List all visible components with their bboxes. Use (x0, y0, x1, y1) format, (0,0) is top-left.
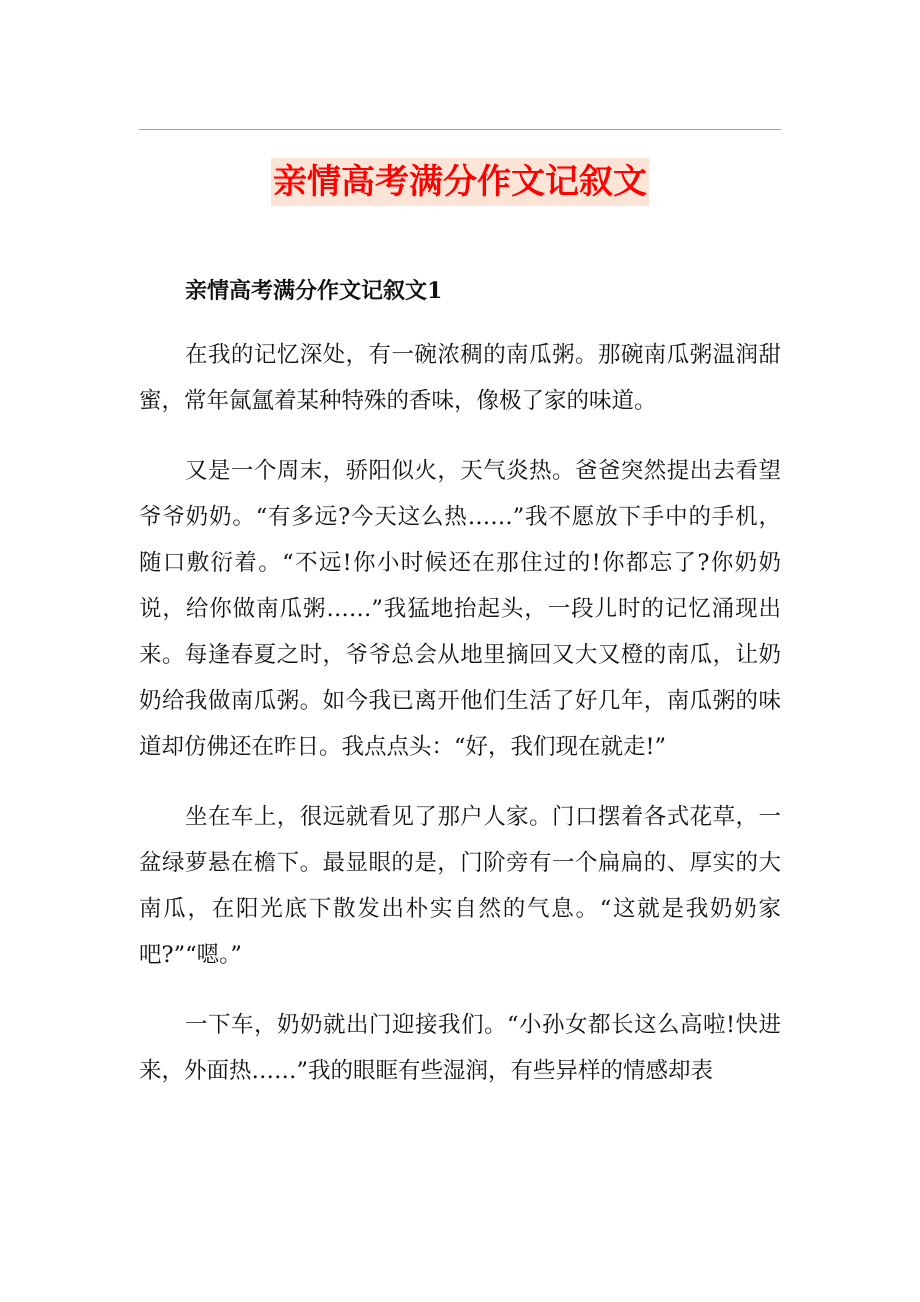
document-title: 亲情高考满分作文记叙文 (271, 158, 649, 206)
section-subtitle: 亲情高考满分作文记叙文1 (185, 278, 443, 304)
paragraph-4: 一下车，奶奶就出门迎接我们。“小孙女都长这么高啦!快进来，外面热……”我的眼眶有些湿润，有些异样的情感却表 (139, 1012, 781, 1084)
header-rule (139, 129, 781, 130)
paragraph-3: 坐在车上，很远就看见了那户人家。门口摆着各式花草，一盆绿萝悬在檐下。最显眼的是，门阶旁有一个扁扁的、厚实的大南瓜，在阳光底下散发出朴实自然的气息。“这就是我奶奶家吧?”“嗯。” (139, 804, 781, 968)
paragraph-2: 又是一个周末，骄阳似火，天气炎热。爸爸突然提出去看望爷爷奶奶。“有多远?今天这么热……”我不愿放下手中的手机，随口敷衍着。“不远!你小时候还在那住过的!你都忘了?你奶奶说，给你做南瓜粥……”我猛地抬起头，一段儿时的记忆涌现出来。每逢春夏之时，爷爷总会从地里摘回又大又橙的南瓜，让奶奶给我做南瓜粥。如今我已离开他们生活了好几年，南瓜粥的味道却仿佛还在昨日。我点点头：“好，我们现在就走!” (139, 458, 781, 760)
document-body (139, 268, 781, 1118)
paragraph-1: 在我的记忆深处，有一碗浓稠的南瓜粥。那碗南瓜粥温润甜蜜，常年氤氲着某种特殊的香味，像极了家的味道。 (139, 342, 781, 414)
title-container (0, 158, 920, 206)
